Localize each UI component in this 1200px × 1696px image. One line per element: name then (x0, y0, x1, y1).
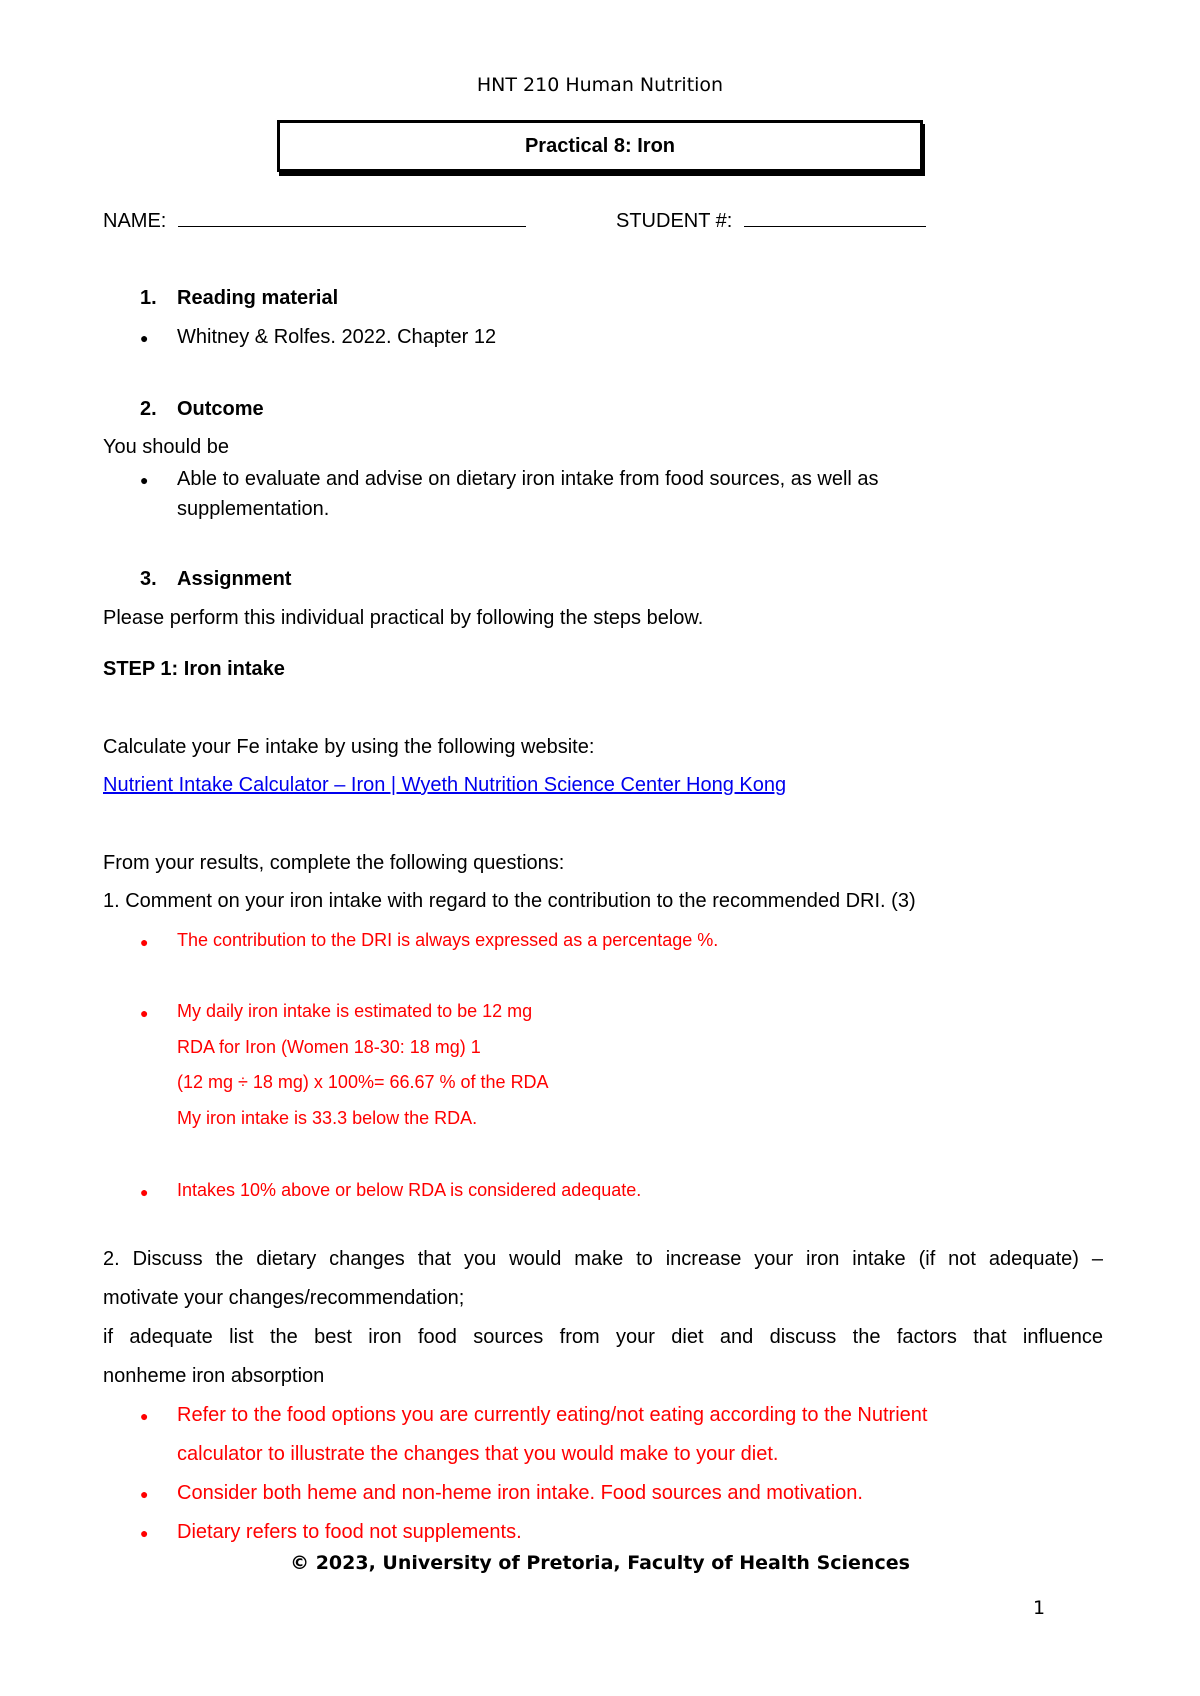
bullet-icon: ● (140, 934, 149, 950)
answer-2-bullet-1-line2: calculator to illustrate the changes that you would make to your diet. (177, 1443, 779, 1465)
section-2-title: Outcome (177, 398, 264, 420)
answer-1-bullet-1: The contribution to the DRI is always expressed as a percentage %. (177, 930, 719, 950)
bullet-icon: ● (140, 1486, 149, 1502)
nutrient-calculator-link[interactable]: Nutrient Intake Calculator – Iron | Wyeth Nutrition Science Center Hong Kong (103, 774, 787, 796)
name-label: NAME: (103, 210, 167, 232)
bullet-icon: ● (140, 472, 149, 488)
results-instruction: From your results, complete the following questions: (103, 852, 565, 874)
bullet-icon: ● (140, 330, 149, 346)
practical-title: Practical 8: Iron (524, 134, 676, 157)
answer-1-bullet-3: Intakes 10% above or below RDA is considered adequate. (177, 1180, 642, 1200)
practical-title-box (277, 120, 923, 172)
section-2-number: 2. (140, 398, 157, 420)
answer-1-bullet-2-line1: My daily iron intake is estimated to be 12 mg (177, 1001, 533, 1021)
outcome-bullet-line2: supplementation. (177, 498, 330, 520)
assignment-intro: Please perform this individual practical by following the steps below. (103, 607, 704, 629)
bullet-icon: ● (140, 1525, 149, 1541)
question-2-line4: nonheme iron absorption (103, 1365, 325, 1387)
question-1: 1. Comment on your iron intake with regard to the contribution to the recommended DRI. (3) (103, 890, 916, 912)
copyright-footer: © 2023, University of Pretoria, Faculty of Health Sciences (290, 1552, 910, 1574)
course-header: HNT 210 Human Nutrition (476, 74, 724, 96)
name-blank-line[interactable] (178, 206, 526, 227)
answer-1-bullet-2-line3: (12 mg ÷ 18 mg) x 100%= 66.67 % of the RDA (177, 1072, 549, 1092)
answer-2-bullet-1-line1: Refer to the food options you are currently eating/not eating according to the Nutrient (177, 1404, 928, 1426)
answer-2-bullet-3: Dietary refers to food not supplements. (177, 1521, 522, 1543)
question-2-line1: 2. Discuss the dietary changes that you would make to increase your iron intake (if not adequate) – (103, 1248, 1103, 1270)
reading-bullet-text: Whitney & Rolfes. 2022. Chapter 12 (177, 326, 497, 348)
bullet-icon: ● (140, 1408, 149, 1424)
question-2-line3: if adequate list the best iron food sources from your diet and discuss the factors that influence (103, 1326, 1103, 1348)
name-field[interactable] (103, 206, 526, 233)
section-3-number: 3. (140, 568, 157, 590)
section-3-title: Assignment (177, 568, 292, 590)
answer-1-bullet-2-line4: My iron intake is 33.3 below the RDA. (177, 1108, 478, 1128)
section-1-title: Reading material (177, 287, 339, 309)
question-2-line2: motivate your changes/recommendation; (103, 1287, 465, 1309)
student-number-label: STUDENT #: (616, 210, 733, 232)
answer-1-bullet-2-line2: RDA for Iron (Women 18-30: 18 mg) 1 (177, 1037, 481, 1057)
step-1-title: STEP 1: Iron intake (103, 658, 285, 680)
answer-2-bullet-2: Consider both heme and non-heme iron intake. Food sources and motivation. (177, 1482, 863, 1504)
student-number-field[interactable] (616, 206, 926, 233)
section-1-number: 1. (140, 287, 157, 309)
calc-instruction: Calculate your Fe intake by using the following website: (103, 736, 595, 758)
outcome-intro: You should be (103, 436, 230, 458)
student-number-blank-line[interactable] (744, 206, 926, 227)
page-number: 1 (1033, 1597, 1046, 1619)
bullet-icon: ● (140, 1005, 149, 1021)
outcome-bullet-line1: Able to evaluate and advise on dietary iron intake from food sources, as well as (177, 468, 879, 490)
bullet-icon: ● (140, 1184, 149, 1200)
